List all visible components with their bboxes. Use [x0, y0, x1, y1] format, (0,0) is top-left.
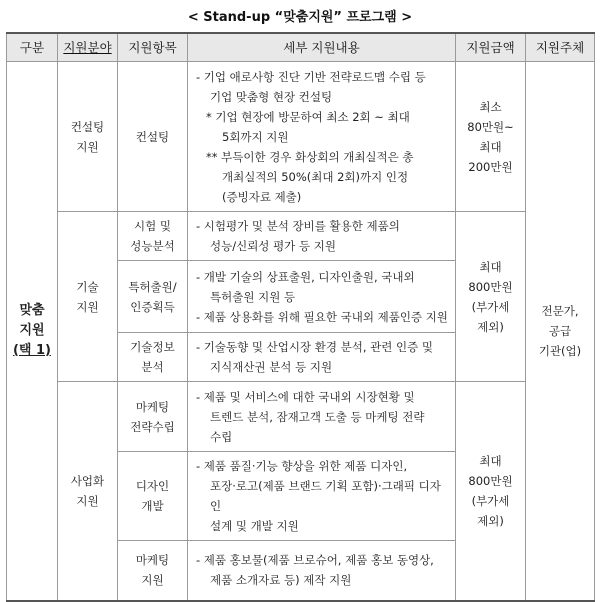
header-field	[58, 33, 118, 62]
detail-consulting-note1: * 기업 현장에 방문하여 최소 2회 ~ 최대	[206, 109, 410, 124]
detail-marketing-strategy-line2: 트렌드 분석, 잠재고객 도출 등 마케팅 전략	[210, 409, 425, 424]
amount-consulting	[456, 62, 526, 212]
detail-techinfo-line1: - 기술동향 및 산업시장 환경 분석, 관련 인증 및	[196, 340, 434, 354]
amount-tech	[456, 212, 526, 382]
item-marketing-support	[118, 541, 188, 601]
detail-design-line1: - 제품 품질·기능 향상을 위한 제품 디자인,	[196, 459, 408, 473]
header-body: 지원주체	[526, 33, 595, 62]
amount-biz	[456, 382, 526, 601]
amount-consulting-line1: 최소	[479, 99, 502, 114]
detail-consulting-note2: ** 부득이한 경우 화상회의 개최실적은 총	[206, 149, 414, 164]
field-consulting-line1: 컨설팅	[70, 119, 105, 134]
item-design-line2: 개발	[141, 499, 164, 513]
detail-marketing-support-line1: - 제품 홍보물(제품 브로슈어, 제품 홍보 동영상,	[196, 553, 434, 568]
amount-biz-line3: (부가세	[471, 493, 510, 508]
detail-marketing-strategy	[188, 382, 456, 452]
support-body-line2: 공급	[548, 323, 572, 338]
category-line3: (택 1)	[12, 342, 51, 358]
amount-tech-line2: 800만원	[468, 279, 513, 294]
header-item: 지원항목	[118, 33, 188, 62]
header-row	[7, 33, 595, 62]
field-consulting	[58, 62, 118, 212]
detail-consulting	[188, 62, 456, 212]
field-tech-line1: 기술	[76, 279, 99, 294]
detail-consulting-bullet: - 기업 애로사항 진단 기반 전략로드맵 수립 등	[196, 69, 426, 84]
detail-consulting-bullet-cont: 기업 맞춤형 현장 컨설팅	[210, 89, 333, 104]
amount-tech-line1: 최대	[479, 259, 502, 274]
field-tech-line2: 지원	[76, 299, 99, 314]
amount-biz-line4: 제외)	[477, 513, 504, 528]
item-test-line1: 시험 및	[134, 219, 171, 233]
item-marketing-strategy-line1: 마케팅	[135, 399, 170, 414]
item-patent	[118, 261, 188, 333]
amount-tech-line4: 제외)	[477, 319, 504, 334]
detail-consulting-note2-cont: 개최실적의 50%(최대 2회)까지 인정	[222, 169, 409, 184]
detail-test	[188, 212, 456, 261]
detail-techinfo	[188, 333, 456, 382]
item-design	[118, 452, 188, 541]
amount-biz-line2: 800만원	[468, 473, 513, 488]
amount-consulting-line3: 최대	[479, 139, 502, 154]
category-line2: 지원	[19, 322, 45, 338]
support-body-line1: 전문가,	[541, 303, 579, 318]
detail-marketing-support-line2: 제품 소개자료 등) 제작 지원	[210, 573, 352, 588]
header-amount: 지원금액	[456, 33, 526, 62]
support-body-line3: 기관(업)	[538, 343, 582, 358]
page-title: < Stand-up “맞춤지원” 프로그램 >	[187, 10, 413, 25]
header-category: 구분	[7, 33, 58, 62]
category-line1: 맞춤	[19, 302, 45, 318]
item-consulting: 컨설팅	[118, 62, 188, 212]
detail-marketing-strategy-line3: 수립	[210, 429, 233, 444]
item-patent-line2: 인증획득	[130, 299, 175, 314]
field-biz-line2: 지원	[76, 493, 99, 508]
item-marketing-support-line1: 마케팅	[135, 553, 170, 568]
category-cell	[7, 62, 58, 601]
detail-patent-line3: - 제품 상용화를 위해 필요한 국내외 제품인증 지원	[196, 309, 448, 324]
detail-design-line2: 포장·로고(제품 브랜드 기획 포함)·그래픽 디자인	[210, 479, 441, 513]
item-patent-line1: 특허출원/	[128, 279, 177, 294]
detail-test-line2: 성능/신뢰성 평가 등 지원	[210, 239, 336, 253]
detail-consulting-note2-cont2: (증빙자료 제출)	[222, 189, 302, 204]
program-table	[6, 32, 595, 602]
item-techinfo-line1: 기술정보	[130, 340, 175, 354]
item-design-line1: 디자인	[135, 479, 170, 493]
field-biz	[58, 382, 118, 601]
detail-consulting-note1-cont: 5회까지 지원	[222, 129, 289, 144]
item-marketing-strategy	[118, 382, 188, 452]
detail-techinfo-line2: 지식재산권 분석 등 지원	[210, 360, 333, 374]
detail-marketing-support	[188, 541, 456, 601]
table-row-test	[7, 212, 595, 261]
support-body-cell	[526, 62, 595, 601]
item-marketing-strategy-line2: 전략수립	[130, 419, 175, 434]
field-consulting-line2: 지원	[76, 139, 99, 154]
detail-patent	[188, 261, 456, 333]
item-marketing-support-line2: 지원	[141, 573, 164, 588]
field-tech	[58, 212, 118, 382]
table-row-marketing-strategy	[7, 382, 595, 452]
header-detail: 세부 지원내용	[188, 33, 456, 62]
detail-marketing-strategy-line1: - 제품 및 서비스에 대한 국내외 시장현황 및	[196, 389, 415, 404]
table-row-consulting	[7, 62, 595, 212]
header-field-label: 지원분야	[63, 39, 112, 55]
field-biz-line1: 사업화	[70, 473, 105, 488]
amount-biz-line1: 최대	[479, 453, 502, 468]
amount-consulting-line4: 200만원	[468, 159, 513, 174]
detail-design-line3: 설계 및 개발 지원	[210, 519, 299, 533]
detail-test-line1: - 시험평가 및 분석 장비를 활용한 제품의	[196, 219, 400, 233]
item-test-line2: 성능분석	[130, 239, 175, 253]
amount-consulting-line2: 80만원~	[467, 119, 514, 134]
item-test	[118, 212, 188, 261]
detail-design	[188, 452, 456, 541]
item-techinfo	[118, 333, 188, 382]
amount-tech-line3: (부가세	[471, 299, 510, 314]
detail-patent-line1: - 개발 기술의 상표출원, 디자인출원, 국내외	[196, 269, 415, 284]
detail-patent-line2: 특허출원 지원 등	[210, 289, 296, 304]
item-techinfo-line2: 분석	[141, 360, 164, 374]
